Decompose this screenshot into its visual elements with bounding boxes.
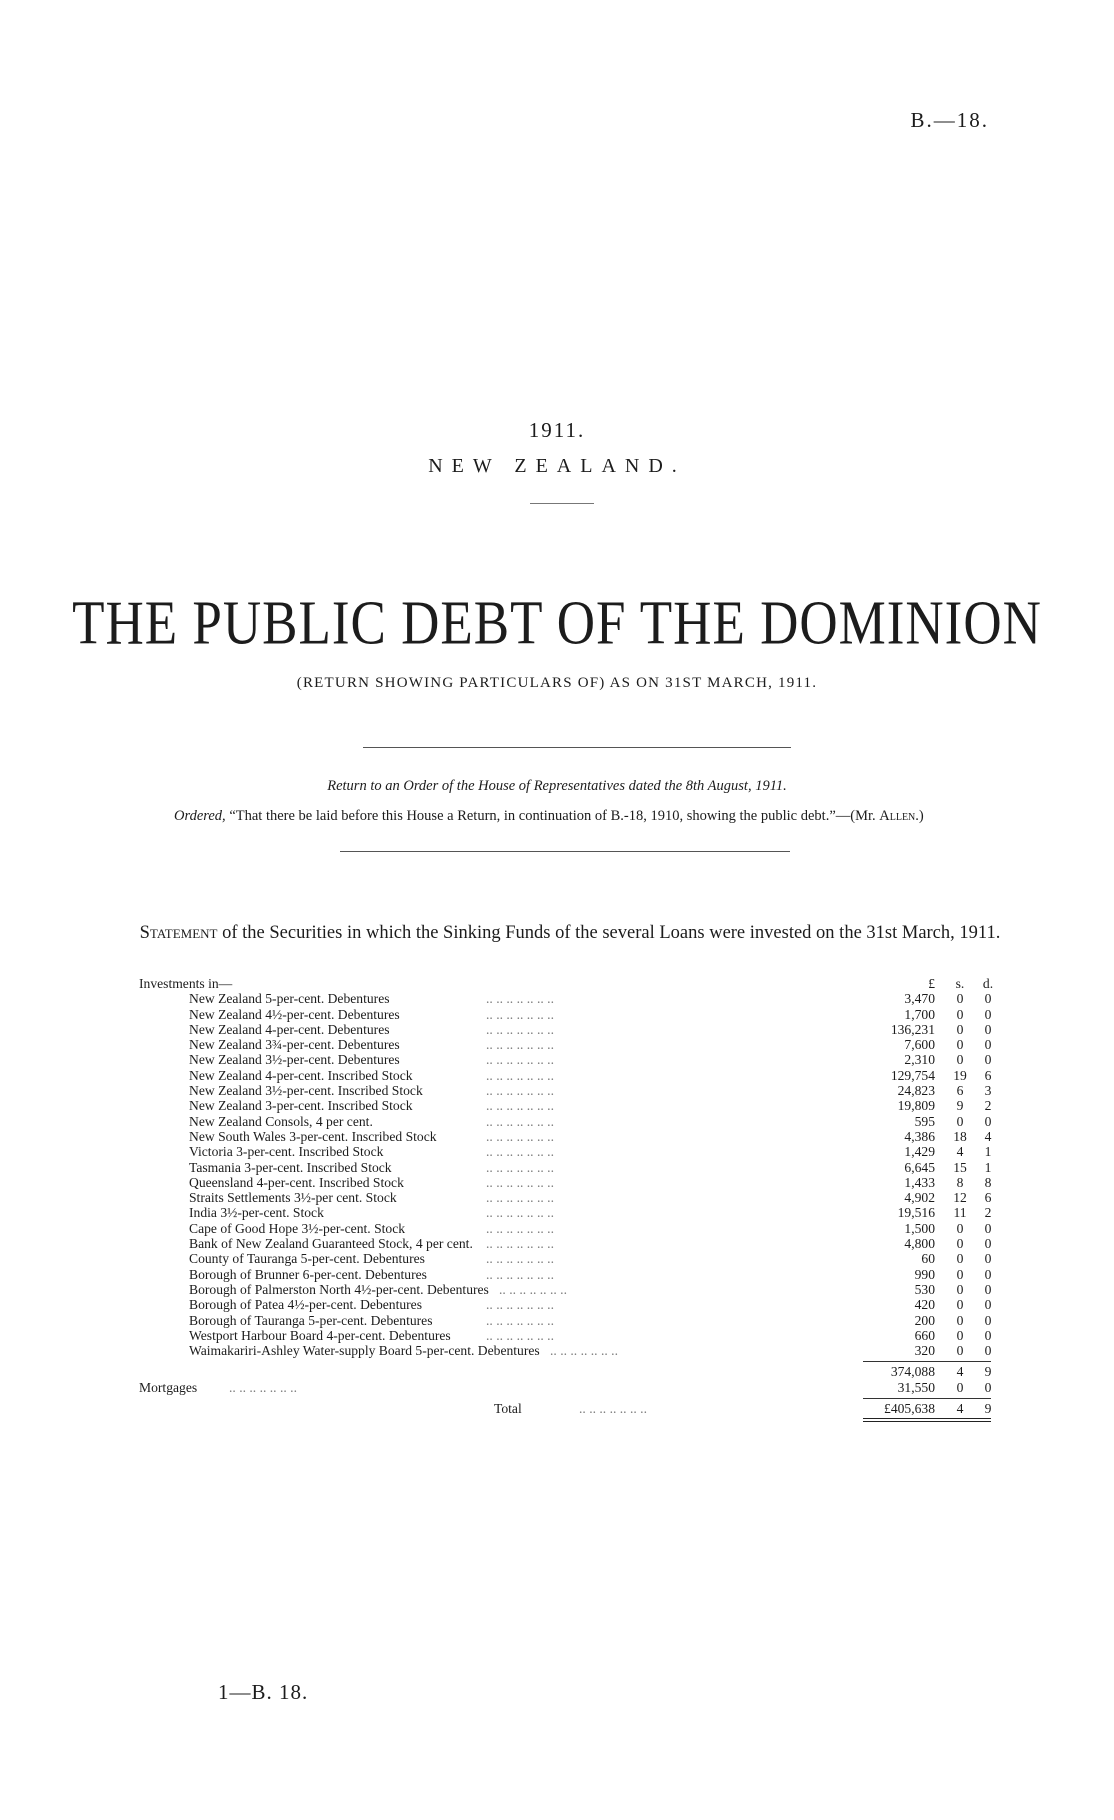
dot-leader: .. .. .. .. .. .. .. <box>486 1021 554 1037</box>
mortgages-leader: .. .. .. .. .. .. .. <box>229 1379 297 1395</box>
table-row <box>139 1037 1009 1052</box>
amount-pounds: 4,386 <box>904 1128 935 1144</box>
ordered-paragraph <box>139 808 1001 825</box>
table-row <box>139 1160 1009 1175</box>
amount-pounds: 24,823 <box>897 1083 935 1099</box>
amount-pence: 0 <box>984 1327 992 1343</box>
document-reference: B.—18. <box>910 108 989 132</box>
table-row <box>139 1313 1009 1328</box>
table-row <box>139 1251 1009 1266</box>
table-row <box>139 1098 1009 1113</box>
subtotal-pounds: 374,088 <box>890 1364 935 1380</box>
page-signature: 1—B. 18. <box>218 1680 309 1704</box>
amount-shillings: 0 <box>956 1312 964 1328</box>
total-leader: .. .. .. .. .. .. .. <box>579 1401 647 1417</box>
mortgages-pence: 0 <box>984 1379 992 1395</box>
amount-pence: 0 <box>984 1266 992 1282</box>
ordered-closing: .) <box>915 808 924 824</box>
amount-pence: 2 <box>984 1205 992 1221</box>
dot-leader: .. .. .. .. .. .. .. <box>486 1190 554 1206</box>
table-row <box>139 1267 1009 1282</box>
dot-leader: .. .. .. .. .. .. .. <box>486 1052 554 1068</box>
dot-leader: .. .. .. .. .. .. .. <box>486 1083 554 1099</box>
security-name: New Zealand Consols, 4 per cent. <box>189 1113 373 1129</box>
table-row <box>139 1190 1009 1205</box>
dot-leader: .. .. .. .. .. .. .. <box>486 1236 554 1252</box>
amount-pounds: 4,902 <box>904 1190 935 1206</box>
amount-pence: 0 <box>984 1236 992 1252</box>
dot-leader: .. .. .. .. .. .. .. <box>486 1006 554 1022</box>
amount-shillings: 0 <box>956 1006 964 1022</box>
table-row <box>139 1343 1009 1358</box>
security-name: New Zealand 4-per-cent. Debentures <box>189 1021 390 1037</box>
dot-leader: .. .. .. .. .. .. .. <box>486 1174 554 1190</box>
dot-leader: .. .. .. .. .. .. .. <box>486 1220 554 1236</box>
amount-pence: 0 <box>984 1251 992 1267</box>
amount-pence: 3 <box>984 1083 992 1099</box>
amount-pence: 0 <box>984 1343 992 1359</box>
amount-pounds: 530 <box>914 1281 935 1297</box>
amount-shillings: 0 <box>956 1052 964 1068</box>
amount-pence: 6 <box>984 1190 992 1206</box>
statement-heading <box>139 922 1001 944</box>
amount-pence: 0 <box>984 991 992 1007</box>
total-rule <box>863 1398 991 1399</box>
security-name: Victoria 3-per-cent. Inscribed Stock <box>189 1144 384 1160</box>
amount-pounds: 2,310 <box>904 1052 935 1068</box>
security-name: New Zealand 4½-per-cent. Debentures <box>189 1006 400 1022</box>
security-name: New Zealand 3¾-per-cent. Debentures <box>189 1037 400 1053</box>
table-body <box>139 991 1009 1358</box>
subtotal-shillings: 4 <box>956 1364 964 1380</box>
amount-shillings: 0 <box>956 1037 964 1053</box>
total-shillings: 4 <box>956 1401 964 1417</box>
amount-shillings: 12 <box>953 1190 967 1206</box>
amount-pence: 2 <box>984 1098 992 1114</box>
page-title: THE PUBLIC DEBT OF THE DOMINION <box>72 589 1042 658</box>
dot-leader: .. .. .. .. .. .. .. <box>486 991 554 1007</box>
total-pence: 9 <box>984 1401 992 1417</box>
amount-pounds: 136,231 <box>890 1021 935 1037</box>
amount-pounds: 1,429 <box>904 1144 935 1160</box>
table-row <box>139 1052 1009 1067</box>
amount-pence: 1 <box>984 1159 992 1175</box>
dot-leader: .. .. .. .. .. .. .. <box>486 1266 554 1282</box>
table-row <box>139 1282 1009 1297</box>
amount-shillings: 0 <box>956 1220 964 1236</box>
subtotal-row <box>139 1364 1009 1379</box>
dot-leader: .. .. .. .. .. .. .. <box>486 1098 554 1114</box>
security-name: Borough of Tauranga 5-per-cent. Debentures <box>189 1312 433 1328</box>
total-label: Total <box>494 1401 522 1417</box>
security-name: Tasmania 3-per-cent. Inscribed Stock <box>189 1159 392 1175</box>
security-name: India 3½-per-cent. Stock <box>189 1205 324 1221</box>
amount-pounds: 19,516 <box>897 1205 935 1221</box>
amount-pounds: 6,645 <box>904 1159 935 1175</box>
statement-text: of the Securities in which the Sinking Funds of the several Loans were invested on the 31st March, 1911. <box>222 923 1001 943</box>
table-row <box>139 991 1009 1006</box>
security-name: New South Wales 3-per-cent. Inscribed Stock <box>189 1128 437 1144</box>
amount-pence: 0 <box>984 1006 992 1022</box>
amount-pounds: 595 <box>914 1113 935 1129</box>
return-order-line: Return to an Order of the House of Representatives dated the 8th August, 1911. <box>327 778 787 794</box>
total-pounds: £405,638 <box>884 1401 935 1417</box>
amount-pence: 0 <box>984 1052 992 1068</box>
amount-pounds: 7,600 <box>904 1037 935 1053</box>
table-row <box>139 1022 1009 1037</box>
amount-shillings: 0 <box>956 1343 964 1359</box>
amount-shillings: 0 <box>956 1297 964 1313</box>
mortgages-label: Mortgages <box>139 1379 198 1395</box>
table-row <box>139 1083 1009 1098</box>
amount-pence: 4 <box>984 1128 992 1144</box>
table-row <box>139 1144 1009 1159</box>
table-row <box>139 1221 1009 1236</box>
amount-pence: 0 <box>984 1312 992 1328</box>
amount-shillings: 19 <box>953 1067 967 1083</box>
amount-shillings: 4 <box>956 1144 964 1160</box>
amount-shillings: 0 <box>956 1236 964 1252</box>
amount-shillings: 11 <box>953 1205 967 1221</box>
amount-pounds: 3,470 <box>904 991 935 1007</box>
mortgages-pounds: 31,550 <box>897 1379 935 1395</box>
mover-name: Allen <box>879 808 916 824</box>
dot-leader: .. .. .. .. .. .. .. <box>486 1113 554 1129</box>
dot-leader: .. .. .. .. .. .. .. <box>486 1327 554 1343</box>
dot-leader: .. .. .. .. .. .. .. <box>486 1297 554 1313</box>
amount-shillings: 6 <box>956 1083 964 1099</box>
security-name: New Zealand 4-per-cent. Inscribed Stock <box>189 1067 413 1083</box>
amount-shillings: 9 <box>956 1098 964 1114</box>
amount-pence: 0 <box>984 1220 992 1236</box>
page-subtitle: (RETURN SHOWING PARTICULARS OF) AS ON 31ST MARCH, 1911. <box>296 675 818 691</box>
amount-shillings: 18 <box>953 1128 967 1144</box>
amount-shillings: 8 <box>956 1174 964 1190</box>
security-name: Westport Harbour Board 4-per-cent. Debentures <box>189 1327 451 1343</box>
dot-leader: .. .. .. .. .. .. .. <box>486 1312 554 1328</box>
amount-shillings: 0 <box>956 1266 964 1282</box>
security-name: Straits Settlements 3½-per cent. Stock <box>189 1190 397 1206</box>
security-name: New Zealand 5-per-cent. Debentures <box>189 991 390 1007</box>
dot-leader: .. .. .. .. .. .. .. <box>486 1144 554 1160</box>
security-name: Borough of Brunner 6-per-cent. Debentures <box>189 1266 427 1282</box>
amount-shillings: 0 <box>956 1281 964 1297</box>
table-row <box>139 1328 1009 1343</box>
amount-pence: 1 <box>984 1144 992 1160</box>
amount-pence: 0 <box>984 1297 992 1313</box>
amount-pounds: 990 <box>914 1266 935 1282</box>
dot-leader: .. .. .. .. .. .. .. <box>499 1281 567 1297</box>
ordered-label: Ordered, <box>174 808 226 824</box>
security-name: New Zealand 3-per-cent. Inscribed Stock <box>189 1098 413 1114</box>
security-name: Borough of Palmerston North 4½-per-cent. Debentures <box>189 1281 489 1297</box>
amount-shillings: 0 <box>956 1251 964 1267</box>
security-name: County of Tauranga 5-per-cent. Debentures <box>189 1251 425 1267</box>
security-name: Cape of Good Hope 3½-per-cent. Stock <box>189 1220 406 1236</box>
security-name: Waimakariri-Ashley Water-supply Board 5-per-cent. Debentures <box>189 1343 540 1359</box>
table-row <box>139 1236 1009 1251</box>
document-year: 1911. <box>528 418 586 442</box>
security-name: New Zealand 3½-per-cent. Debentures <box>189 1052 400 1068</box>
statement-lead: Statement <box>139 923 218 943</box>
amount-shillings: 0 <box>956 991 964 1007</box>
dot-leader: .. .. .. .. .. .. .. <box>486 1205 554 1221</box>
amount-pounds: 1,433 <box>904 1174 935 1190</box>
table-row <box>139 1175 1009 1190</box>
securities-table <box>139 976 1009 1424</box>
amount-pence: 0 <box>984 1037 992 1053</box>
amount-shillings: 0 <box>956 1021 964 1037</box>
total-double-rule-2 <box>863 1421 991 1422</box>
amount-shillings: 0 <box>956 1327 964 1343</box>
amount-pounds: 660 <box>914 1327 935 1343</box>
security-name: New Zealand 3½-per-cent. Inscribed Stock <box>189 1083 423 1099</box>
double-rule-row <box>139 1416 1009 1424</box>
column-pence: d. <box>982 976 994 991</box>
amount-pence: 0 <box>984 1113 992 1129</box>
amount-pounds: 4,800 <box>904 1236 935 1252</box>
amount-pounds: 320 <box>914 1343 935 1359</box>
amount-pounds: 420 <box>914 1297 935 1313</box>
mortgages-shillings: 0 <box>956 1379 964 1395</box>
column-shillings: s. <box>955 976 965 991</box>
amount-shillings: 15 <box>953 1159 967 1175</box>
mortgages-row <box>139 1380 1009 1395</box>
amount-pounds: 129,754 <box>890 1067 935 1083</box>
dot-leader: .. .. .. .. .. .. .. <box>486 1128 554 1144</box>
dot-leader: .. .. .. .. .. .. .. <box>486 1159 554 1175</box>
amount-shillings: 0 <box>956 1113 964 1129</box>
table-row <box>139 1007 1009 1022</box>
dot-leader: .. .. .. .. .. .. .. <box>486 1251 554 1267</box>
amount-pence: 8 <box>984 1174 992 1190</box>
table-row <box>139 1129 1009 1144</box>
amount-pounds: 1,500 <box>904 1220 935 1236</box>
table-row <box>139 1205 1009 1220</box>
amount-pence: 6 <box>984 1067 992 1083</box>
amount-pounds: 60 <box>921 1251 935 1267</box>
amount-pounds: 19,809 <box>897 1098 935 1114</box>
table-row <box>139 1068 1009 1083</box>
total-row <box>139 1401 1009 1416</box>
security-name: Bank of New Zealand Guaranteed Stock, 4 per cent. <box>189 1236 473 1252</box>
section-label: Investments in— <box>139 976 233 991</box>
ordered-text: “That there be laid before this House a Return, in continuation of B.-18, 1910, showing the public debt.”—(Mr. <box>229 808 876 824</box>
amount-pence: 0 <box>984 1281 992 1297</box>
security-name: Borough of Patea 4½-per-cent. Debentures <box>189 1297 423 1313</box>
amount-pounds: 200 <box>914 1312 935 1328</box>
subtotal-rule <box>863 1361 991 1362</box>
dot-leader: .. .. .. .. .. .. .. <box>486 1037 554 1053</box>
subtotal-pence: 9 <box>984 1364 992 1380</box>
total-double-rule-1 <box>863 1418 991 1419</box>
amount-pounds: 1,700 <box>904 1006 935 1022</box>
table-row <box>139 1114 1009 1129</box>
divider-bottom <box>340 851 790 852</box>
amount-pence: 0 <box>984 1021 992 1037</box>
dot-leader: .. .. .. .. .. .. .. <box>550 1343 618 1359</box>
column-pounds: £ <box>928 976 935 991</box>
divider-top <box>363 747 791 748</box>
table-header <box>139 976 1009 991</box>
security-name: Queensland 4-per-cent. Inscribed Stock <box>189 1174 404 1190</box>
dot-leader: .. .. .. .. .. .. .. <box>486 1067 554 1083</box>
country-heading: NEW ZEALAND. <box>428 455 686 477</box>
table-row <box>139 1297 1009 1312</box>
short-divider <box>530 503 594 504</box>
